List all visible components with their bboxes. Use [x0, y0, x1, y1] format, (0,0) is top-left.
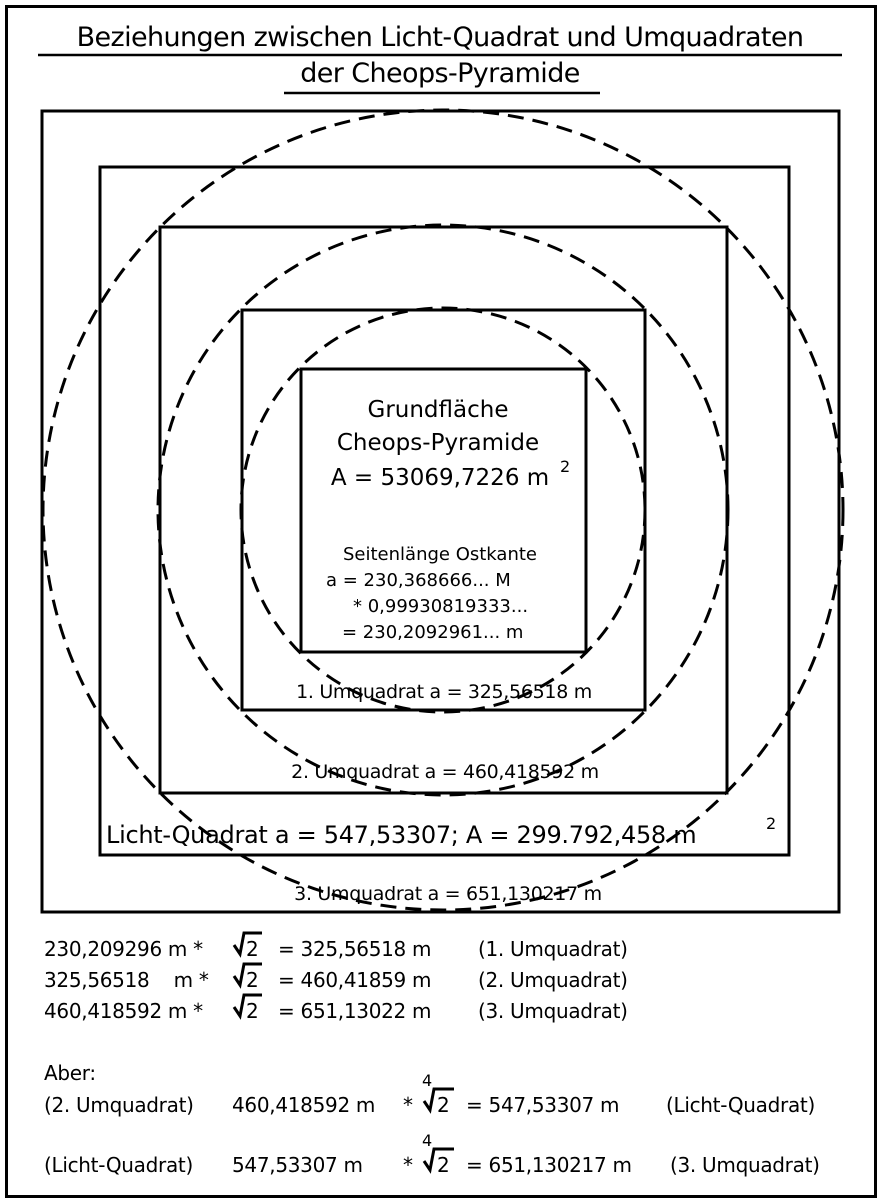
- fourth-root-1-index: 4: [422, 1071, 433, 1090]
- fourth-root-1-pre: (2. Umquadrat): [44, 1093, 194, 1117]
- equation-2-radicand: 2: [246, 968, 259, 992]
- fourth-root-2-pre: (Licht-Quadrat): [44, 1153, 193, 1177]
- core-area-exponent: 2: [560, 457, 571, 476]
- fourth-root-2-left: 547,53307 m: [232, 1153, 363, 1177]
- equation-row-1: [44, 933, 628, 961]
- square-1-label: 1. Umquadrat a = 325,56518 m: [296, 681, 592, 703]
- fourth-root-row-1: [44, 1071, 815, 1117]
- side-title: Seitenlänge Ostkante: [343, 544, 537, 565]
- equation-2-left: 325,56518 m *: [44, 968, 209, 992]
- square-2-umquadrat: [160, 227, 727, 793]
- equation-3-result: = 651,13022 m: [278, 999, 432, 1023]
- fourth-root-1-star: *: [403, 1093, 413, 1117]
- light-square-label: Licht-Quadrat a = 547,53307; A = 299.792,458 m: [106, 821, 697, 849]
- equation-1-note: (1. Umquadrat): [478, 937, 628, 961]
- square-3-label: 3. Umquadrat a = 651,130217 m: [294, 883, 602, 905]
- fourth-root-2-radicand: 2: [437, 1153, 450, 1177]
- fourth-root-2-result: = 651,130217 m: [466, 1153, 632, 1177]
- fourth-root-1-note: (Licht-Quadrat): [666, 1093, 815, 1117]
- equation-row-3: [44, 995, 628, 1023]
- circle-outer: [43, 110, 843, 910]
- equation-3-note: (3. Umquadrat): [478, 999, 628, 1023]
- square-2-label: 2. Umquadrat a = 460,418592 m: [291, 761, 599, 783]
- title-line-2: der Cheops-Pyramide: [300, 58, 580, 89]
- equation-1-left: 230,209296 m *: [44, 937, 203, 961]
- fourth-root-1-radicand: 2: [437, 1093, 450, 1117]
- light-square-exponent: 2: [766, 814, 777, 833]
- core-line-1: Grundfläche: [367, 397, 509, 423]
- side-line-2: * 0,99930819333...: [353, 596, 529, 617]
- core-line-2: Cheops-Pyramide: [336, 430, 540, 456]
- side-line-3: = 230,2092961... m: [342, 622, 524, 643]
- core-area: A = 53069,7226 m: [330, 465, 550, 491]
- fourth-root-2-star: *: [403, 1153, 413, 1177]
- side-line-1: a = 230,368666... M: [326, 570, 511, 591]
- fourth-root-1-left: 460,418592 m: [232, 1093, 376, 1117]
- aber-label: Aber:: [44, 1061, 96, 1085]
- equation-3-radicand: 2: [246, 999, 259, 1023]
- equation-1-radicand: 2: [246, 937, 259, 961]
- fourth-root-2-note: (3. Umquadrat): [670, 1153, 820, 1177]
- fourth-root-row-2: [44, 1131, 820, 1177]
- equation-2-result: = 460,41859 m: [278, 968, 432, 992]
- equation-2-note: (2. Umquadrat): [478, 968, 628, 992]
- equation-1-result: = 325,56518 m: [278, 937, 432, 961]
- fourth-root-1-result: = 547,53307 m: [466, 1093, 620, 1117]
- equation-row-2: [44, 964, 628, 992]
- equation-3-left: 460,418592 m *: [44, 999, 203, 1023]
- title-line-1: Beziehungen zwischen Licht-Quadrat und Umquadraten: [76, 22, 804, 53]
- fourth-root-2-index: 4: [422, 1131, 433, 1150]
- light-square: [100, 167, 789, 855]
